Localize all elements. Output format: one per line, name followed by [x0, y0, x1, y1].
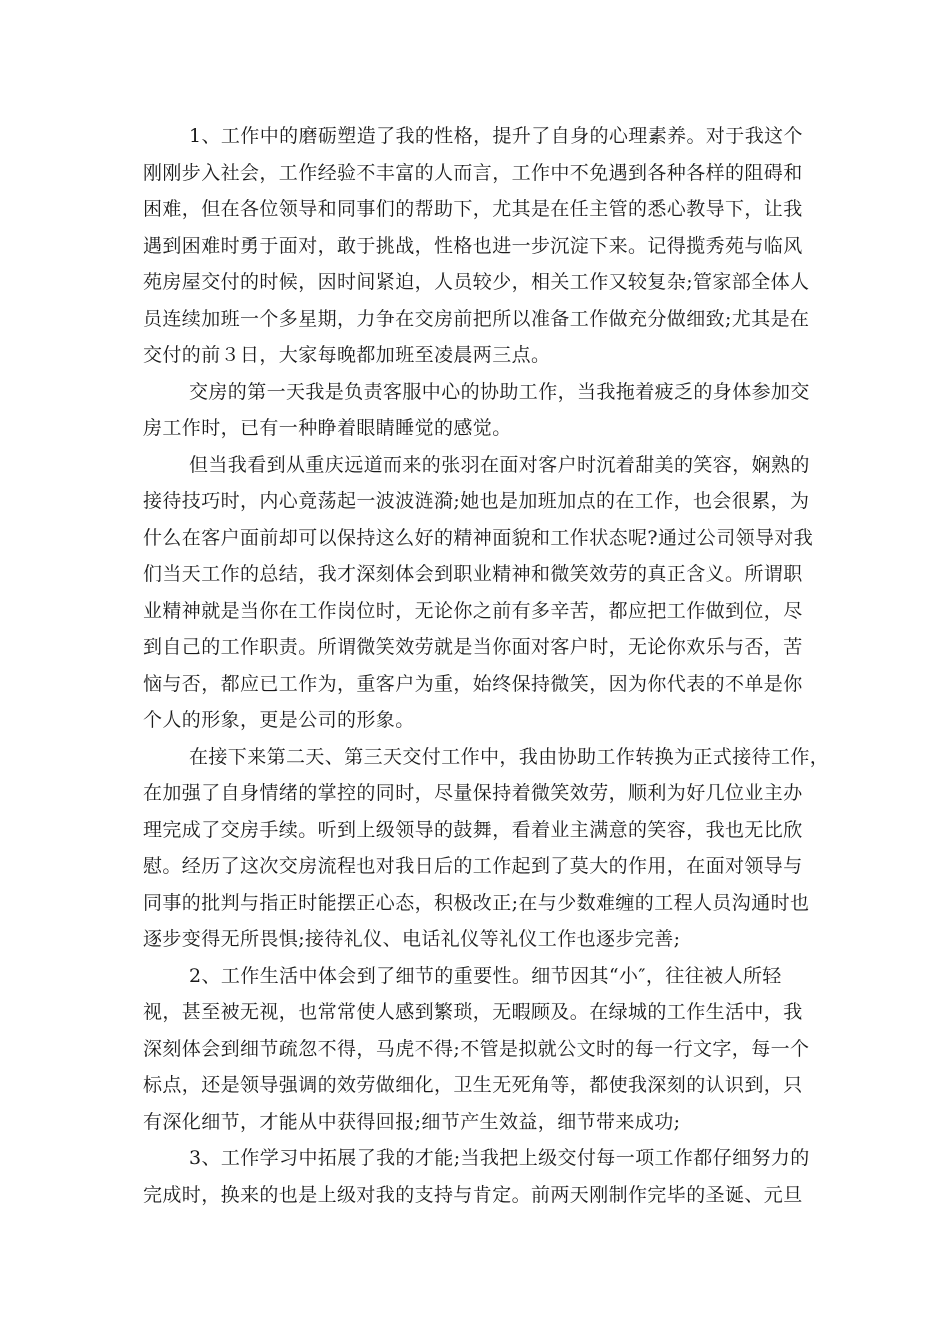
text-line: 理完成了交房手续。听到上级领导的鼓舞，看着业主满意的笑容，我也无比欣: [143, 819, 803, 841]
text-line: 困难，但在各位领导和同事们的帮助下，尤其是在任主管的悉心教导下，让我: [143, 198, 803, 220]
text-line: 标点，还是领导强调的效劳做细化，卫生无死角等，都使我深刻的认识到，只: [143, 1074, 803, 1096]
text-line: 3、工作学习中拓展了我的才能;当我把上级交付每一项工作都仔细努力的: [189, 1147, 810, 1169]
text-line: 交付的前３日，大家每晚都加班至凌晨两三点。: [143, 344, 551, 366]
text-line: 恼与否，都应已工作为，重客户为重，始终保持微笑，因为你代表的不单是你: [143, 673, 803, 695]
text-line: 遇到困难时勇于面对，敢于挑战，性格也进一步沉淀下来。记得揽秀苑与临风: [143, 235, 803, 257]
text-line: 到自己的工作职责。所谓微笑效劳就是当你面对客户时，无论你欢乐与否，苦: [143, 636, 803, 658]
text-line: 1、工作中的磨砺塑造了我的性格，提升了自身的心理素养。对于我这个: [189, 125, 803, 147]
text-line: 业精神就是当你在工作岗位时，无论你之前有多辛苦，都应把工作做到位，尽: [143, 600, 803, 622]
text-line: 个人的形象，更是公司的形象。: [143, 709, 415, 731]
text-line: 逐步变得无所畏惧;接待礼仪、电话礼仪等礼仪工作也逐步完善;: [143, 928, 681, 950]
text-line: 刚刚步入社会，工作经验不丰富的人而言，工作中不免遇到各种各样的阻碍和: [143, 162, 803, 184]
text-line: 在接下来第二天、第三天交付工作中，我由协助工作转换为正式接待工作，: [189, 746, 830, 768]
text-line: 视，甚至被无视，也常常使人感到繁琐，无暇顾及。在绿城的工作生活中，我: [143, 1001, 803, 1023]
text-line: 接待技巧时，内心竟荡起一波波涟漪;她也是加班加点的在工作，也会很累，为: [143, 490, 810, 512]
text-line: 有深化细节，才能从中获得回报;细节产生效益，细节带来成功;: [143, 1111, 681, 1133]
text-line: 房工作时，已有一种睁着眼睛睡觉的感觉。: [143, 417, 512, 439]
text-line: 们当天工作的总结，我才深刻体会到职业精神和微笑效劳的真正含义。所谓职: [143, 563, 803, 585]
text-line: 同事的批判与指正时能摆正心态，积极改正;在与少数难缠的工程人员沟通时也: [143, 892, 810, 914]
text-line: 深刻体会到细节疏忽不得，马虎不得;不管是拟就公文时的每一行文字，每一个: [143, 1038, 810, 1060]
text-line: 完成时，换来的也是上级对我的支持与肯定。前两天刚制作完毕的圣诞、元旦: [143, 1184, 803, 1206]
text-line: 什么在客户面前却可以保持这么好的精神面貌和工作状态呢?通过公司领导对我: [143, 527, 814, 549]
text-line: 交房的第一天我是负责客服中心的协助工作，当我拖着疲乏的身体参加交: [189, 381, 810, 403]
text-line: 员连续加班一个多星期，力争在交房前把所以准备工作做充分做细致;尤其是在: [143, 308, 810, 330]
text-line: 慰。经历了这次交房流程也对我日后的工作起到了莫大的作用，在面对领导与: [143, 855, 803, 877]
text-line: 但当我看到从重庆远道而来的张羽在面对客户时沉着甜美的笑容，娴熟的: [189, 454, 810, 476]
text-line: 苑房屋交付的时候，因时间紧迫，人员较少，相关工作又较复杂;管家部全体人: [143, 271, 810, 293]
text-line: 2、工作生活中体会到了细节的重要性。细节因其“小″，往往被人所轻: [189, 965, 782, 987]
text-line: 在加强了自身情绪的掌控的同时，尽量保持着微笑效劳，顺利为好几位业主办: [143, 782, 803, 804]
